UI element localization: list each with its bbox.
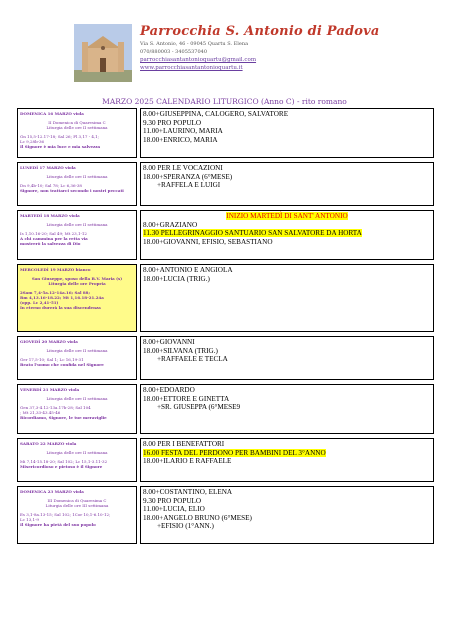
liturgy-cell xyxy=(17,108,137,158)
liturgy-cell-solemnity xyxy=(17,264,137,332)
liturgy-hours: Liturgia delle ore Propria xyxy=(48,281,106,286)
mass-intention: 18.00+GIOVANNI, EFISIO, SEBASTIANO xyxy=(143,237,273,246)
liturgy-readings: ; Mt 21,33-43.45-46 xyxy=(20,410,61,415)
liturgy-readings: 2Sam 7,4-5a.12-14a.16; Sal 88; xyxy=(20,290,90,295)
liturgy-hours: Liturgia delle ore III settimana xyxy=(45,503,109,508)
day-date: MARTEDÌ 18 MARZO viola xyxy=(20,213,80,218)
mass-intention: 8.00+GIOVANNI xyxy=(143,338,195,346)
liturgy-readings: Gn 15,5-12.17-18; Sal 26; Fl 3,17 - 4,1; xyxy=(20,134,100,139)
mass-intention: +SR. GIUSEPPA (6°MESE9 xyxy=(157,403,241,411)
mass-intention: 11.00+LUCIA, ELIO xyxy=(143,505,205,513)
mass-intention: 18.00+SILVANA (TRIG.) xyxy=(143,346,218,355)
liturgy-psalm-response: Signore, non trattarci secondo i nostri peccati xyxy=(20,188,124,193)
day-date: MERCOLEDÌ 19 MARZO bianco xyxy=(20,267,91,272)
mass-intentions-cell xyxy=(140,210,434,260)
mass-intention: 8.00+GRAZIANO xyxy=(143,220,198,229)
mass-intention: +RAFFAELE E TECLA xyxy=(157,355,228,363)
liturgy-psalm-response: Beato l'uomo che confida nel Signore xyxy=(20,362,104,367)
mass-intention: 18.00+ETTORE E GINETTA xyxy=(143,394,230,403)
mass-intention: 8.00 PER LE VOCAZIONI xyxy=(143,164,223,172)
mass-intention: 8.00+ANTONIO E ANGIOLA xyxy=(143,266,233,274)
highlight: 11.30 PELLEGRINAGGIO SANTUARIO SAN SALVATORE DA HORTA xyxy=(143,229,362,237)
calendar-row xyxy=(17,162,434,206)
parish-email-link[interactable]: parrocchiasantantonioquartu@gmail.com xyxy=(140,57,257,63)
liturgy-cell xyxy=(17,210,137,260)
day-date: LUNEDÌ 17 MARZO viola xyxy=(20,165,76,170)
mass-intentions-cell xyxy=(140,162,434,206)
liturgy-hours: Liturgia delle ore II settimana xyxy=(46,450,108,455)
liturgy-cell xyxy=(17,384,137,434)
parish-phone: 070/880003 - 3405537040 xyxy=(140,49,207,55)
mass-intention: +RAFFELA E LUIGI xyxy=(157,181,221,189)
mass-intention: 8.00+GIUSEPPINA, CALOGERO, SALVATORE xyxy=(143,110,289,118)
liturgy-psalm-response: mostrerò la salvezza di Dio xyxy=(20,241,81,246)
liturgical-calendar xyxy=(17,108,434,548)
liturgy-hours: Liturgia delle ore II settimana xyxy=(46,222,108,227)
liturgy-readings: Is 1,10.16-20; Sal 49; Mt 23,1-12 xyxy=(20,231,87,236)
mass-intentions-cell xyxy=(140,336,434,380)
liturgy-readings: Ger 17,5-10; Sal 1; Lc 16,19-31 xyxy=(20,357,84,362)
liturgy-psalm-response: Il Signore è mia luce e mia salvezza xyxy=(20,144,101,149)
mass-intention: 11.00+LAURINO, MARIA xyxy=(143,127,223,135)
day-date: DOMENICA 16 MARZO viola xyxy=(20,111,84,116)
highlight: 16.00 FESTA DEL PERDONO PER BAMBINI DEL 3°ANNO xyxy=(143,448,326,457)
day-date: VENERDÌ 21 MARZO viola xyxy=(20,387,80,392)
calendar-row xyxy=(17,264,434,332)
liturgy-feast: San Giuseppe, sposo della B.V. Maria (s) xyxy=(31,276,123,281)
calendar-title: MARZO 2025 CALENDARIO LITURGICO (Anno C) - rito romano xyxy=(102,97,347,106)
calendar-row xyxy=(17,108,434,158)
mass-intentions-cell xyxy=(140,384,434,434)
liturgy-readings: (opp. Lc 2,41-51) xyxy=(20,300,59,305)
liturgy-feast: II Domenica di Quaresima C xyxy=(48,120,106,125)
mass-intention: 9.30 PRO POPULO xyxy=(143,496,202,505)
mass-intention: 18.00+LUCIA (TRIG.) xyxy=(143,274,210,283)
mass-intentions-cell xyxy=(140,264,434,332)
calendar-row xyxy=(17,210,434,260)
mass-intentions-cell xyxy=(140,108,434,158)
liturgy-hours: Liturgia delle ore II settimana xyxy=(46,348,108,353)
liturgy-feast: III Domenica di Quaresima C xyxy=(47,498,107,503)
calendar-row xyxy=(17,384,434,434)
mass-intention: 18.00+ENRICO, MARIA xyxy=(143,135,218,144)
mass-intention: 18.00+ANGELO BRUNO (6°MESE) xyxy=(143,513,252,522)
mass-intention: 8.00 PER I BENEFATTORI xyxy=(143,440,225,448)
mass-intention-highlighted xyxy=(143,229,431,238)
liturgy-psalm-response: A chi cammina per la retta via xyxy=(20,236,88,241)
calendar-row xyxy=(17,486,434,544)
mass-intention: +EFISIO (1°ANN.) xyxy=(157,522,214,530)
liturgy-psalm-response: Il Signore ha pietà del suo popolo xyxy=(20,522,96,527)
parish-website-link[interactable]: www.parrocchiasantantonioquartu.it xyxy=(140,65,243,71)
day-date: DOMENICA 23 MARZO viola xyxy=(20,489,84,494)
liturgy-cell xyxy=(17,162,137,206)
day-date: GIOVEDÌ 20 MARZO viola xyxy=(20,339,78,344)
liturgy-readings: Dn 9,4b-10; Sal 78; Lc 6,36-38 xyxy=(20,183,82,188)
parish-header xyxy=(74,24,380,92)
church-photo xyxy=(74,24,132,82)
mass-intention: 18.00+ILARIO E RAFFAELE xyxy=(143,457,232,465)
special-notice xyxy=(143,212,431,221)
parish-title: Parrocchia S. Antonio di Padova xyxy=(140,24,380,39)
calendar-row xyxy=(17,438,434,482)
liturgy-readings: Lc 13,1-9 xyxy=(20,517,39,522)
day-date: SABATO 22 MARZO viola xyxy=(20,441,77,446)
liturgy-psalm-response: Ricordiamo, Signore, le tue meraviglie xyxy=(20,415,107,420)
liturgy-cell xyxy=(17,438,137,482)
liturgy-readings: Es 3,1-8a.13-15; Sal 102; 1Cor 10,1-6.10-12; xyxy=(20,512,111,517)
liturgy-psalm-response: Misericordioso e pietoso è il Signore xyxy=(20,464,103,469)
liturgy-readings: Mi 7,14-15.18-20; Sal 102; Lc 15,1-3.11-32 xyxy=(20,459,108,464)
mass-intention: 18.00+SPERANZA (6°MESE) xyxy=(143,172,233,181)
calendar-row xyxy=(17,336,434,380)
parish-address: Via S. Antonio, 46 - 09045 Quartu S. Elena xyxy=(140,41,249,47)
liturgy-readings: Rm 4,13.16-18.22; Mt 1,16.18-21.24a xyxy=(20,295,104,300)
liturgy-cell xyxy=(17,486,137,544)
mass-intention: 8.00+COSTANTINO, ELENA xyxy=(143,488,233,496)
liturgy-hours: Liturgia delle ore II settimana xyxy=(46,174,108,179)
mass-intentions-cell xyxy=(140,486,434,544)
notice-highlight: INIZIO MARTEDÌ DI SANT' ANTONIO xyxy=(226,212,348,220)
mass-intention: 9.30 PRO POPULO xyxy=(143,118,202,127)
mass-intentions-cell xyxy=(140,438,434,482)
liturgy-psalm-response: In eterno durerà la sua discendenza xyxy=(20,305,101,310)
mass-intention: 8.00+EDOARDO xyxy=(143,386,195,394)
liturgy-hours: Liturgia delle ore II settimana xyxy=(46,125,108,130)
liturgy-hours: Liturgia delle ore II settimana xyxy=(46,396,108,401)
liturgy-readings: Gen 37,3-4.12-13a.17b-28; Sal 104 xyxy=(20,405,91,410)
mass-intention-highlighted xyxy=(143,449,431,458)
liturgy-cell xyxy=(17,336,137,380)
liturgy-readings: Lc 9,28b-36 xyxy=(20,139,45,144)
